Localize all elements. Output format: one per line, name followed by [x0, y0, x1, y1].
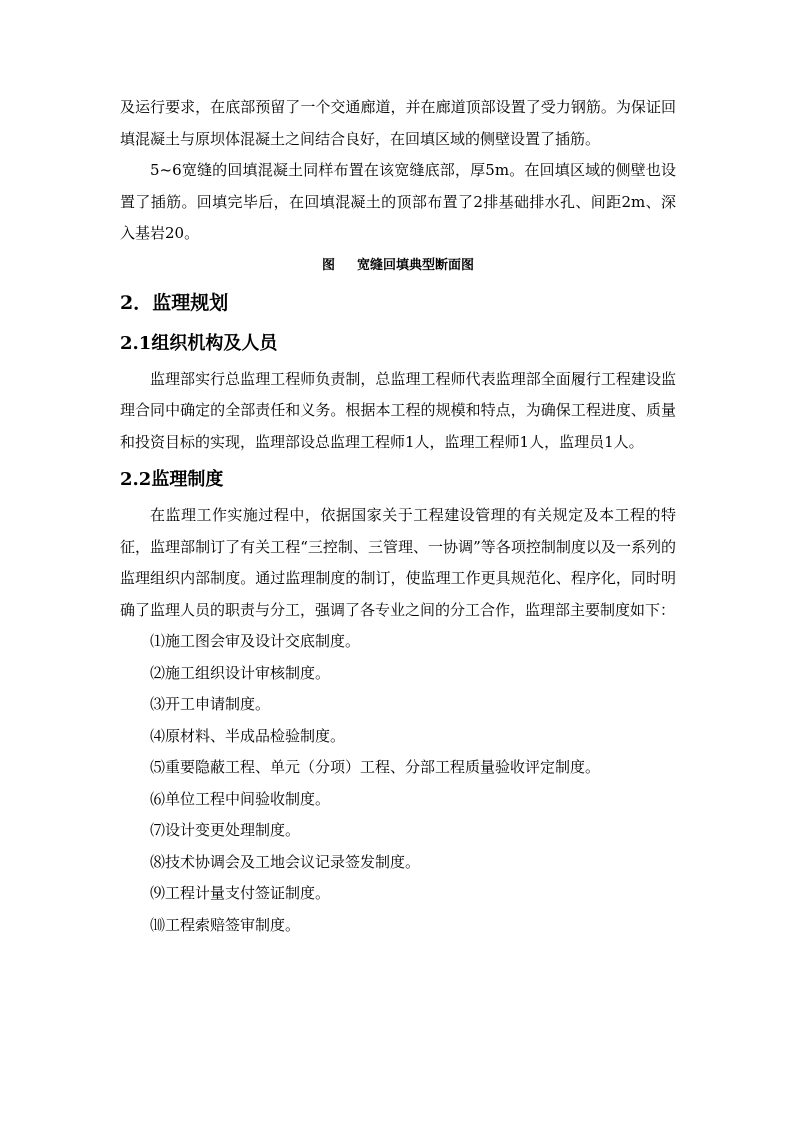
list-item: ⑷原材料、半成品检验制度。 — [150, 726, 346, 745]
section-2-1-heading: 2.1组织机构及人员 — [120, 332, 278, 354]
list-item: ⑶开工申请制度。 — [150, 695, 271, 713]
figure-label: 图 — [321, 257, 335, 273]
list-item: ⑺设计变更处理制度。 — [150, 821, 301, 839]
intro-paragraph-2: 5~6宽缝的回填混凝土同样布置在该宽缝底部，厚5m。在回填区域的侧壁也设置了插筋。回填完毕后，在回填混凝土的顶部布置了2排基础排水孔、间距2m、深入基岩20。 — [120, 161, 676, 242]
section-2-2-heading: 2.2监理制度 — [120, 469, 224, 490]
section-2-2-paragraph: 在监理工作实施过程中，依据国家关于工程建设管理的有关规定及本工程的特征，监理部制订了有关工程“三控制、三管理、一协调”等各项控制制度以及一系列的监理组织内部制度。通过监理制度的制订，使监理工作更具规范化、程序化，同时明确了监理人员的职责与分工，强调了各专业之间的分工合作，监理部主要制度如下： — [120, 506, 676, 619]
list-item: ⑴施工图会审及设计交底制度。 — [150, 632, 361, 650]
section-2-heading: 2．监理规划 — [120, 291, 229, 314]
list-item: ⑹单位工程中间验收制度。 — [150, 789, 331, 808]
section-2-1-paragraph: 监理部实行总监理工程师负责制，总监理工程师代表监理部全面履行工程建设监理合同中确定的全部责任和义务。根据本工程的规模和特点，为确保工程进度、质量和投资目标的实现，监理部设总监理工程师1人，监理工程师1人，监理员1人。 — [120, 369, 676, 451]
figure-caption-text: 宽缝回填典型断面图 — [357, 257, 475, 273]
list-item: ⑽工程索赔签审制度。 — [150, 915, 301, 934]
figure-caption — [120, 254, 676, 278]
regulations-list — [120, 626, 676, 941]
list-item: ⑼工程计量支付签证制度。 — [150, 884, 331, 902]
list-item: ⑸重要隐蔽工程、单元（分项）工程、分部工程质量验收评定制度。 — [150, 758, 601, 776]
document-page — [120, 92, 676, 941]
list-item: ⑻技术协调会及工地会议记录签发制度。 — [150, 852, 421, 871]
list-item: ⑵施工组织设计审核制度。 — [150, 663, 331, 682]
intro-paragraph-1: 及运行要求，在底部预留了一个交通廊道，并在廊道顶部设置了受力钢筋。为保证回填混凝土与原坝体混凝土之间结合良好，在回填区域的侧壁设置了插筋。 — [120, 98, 676, 148]
